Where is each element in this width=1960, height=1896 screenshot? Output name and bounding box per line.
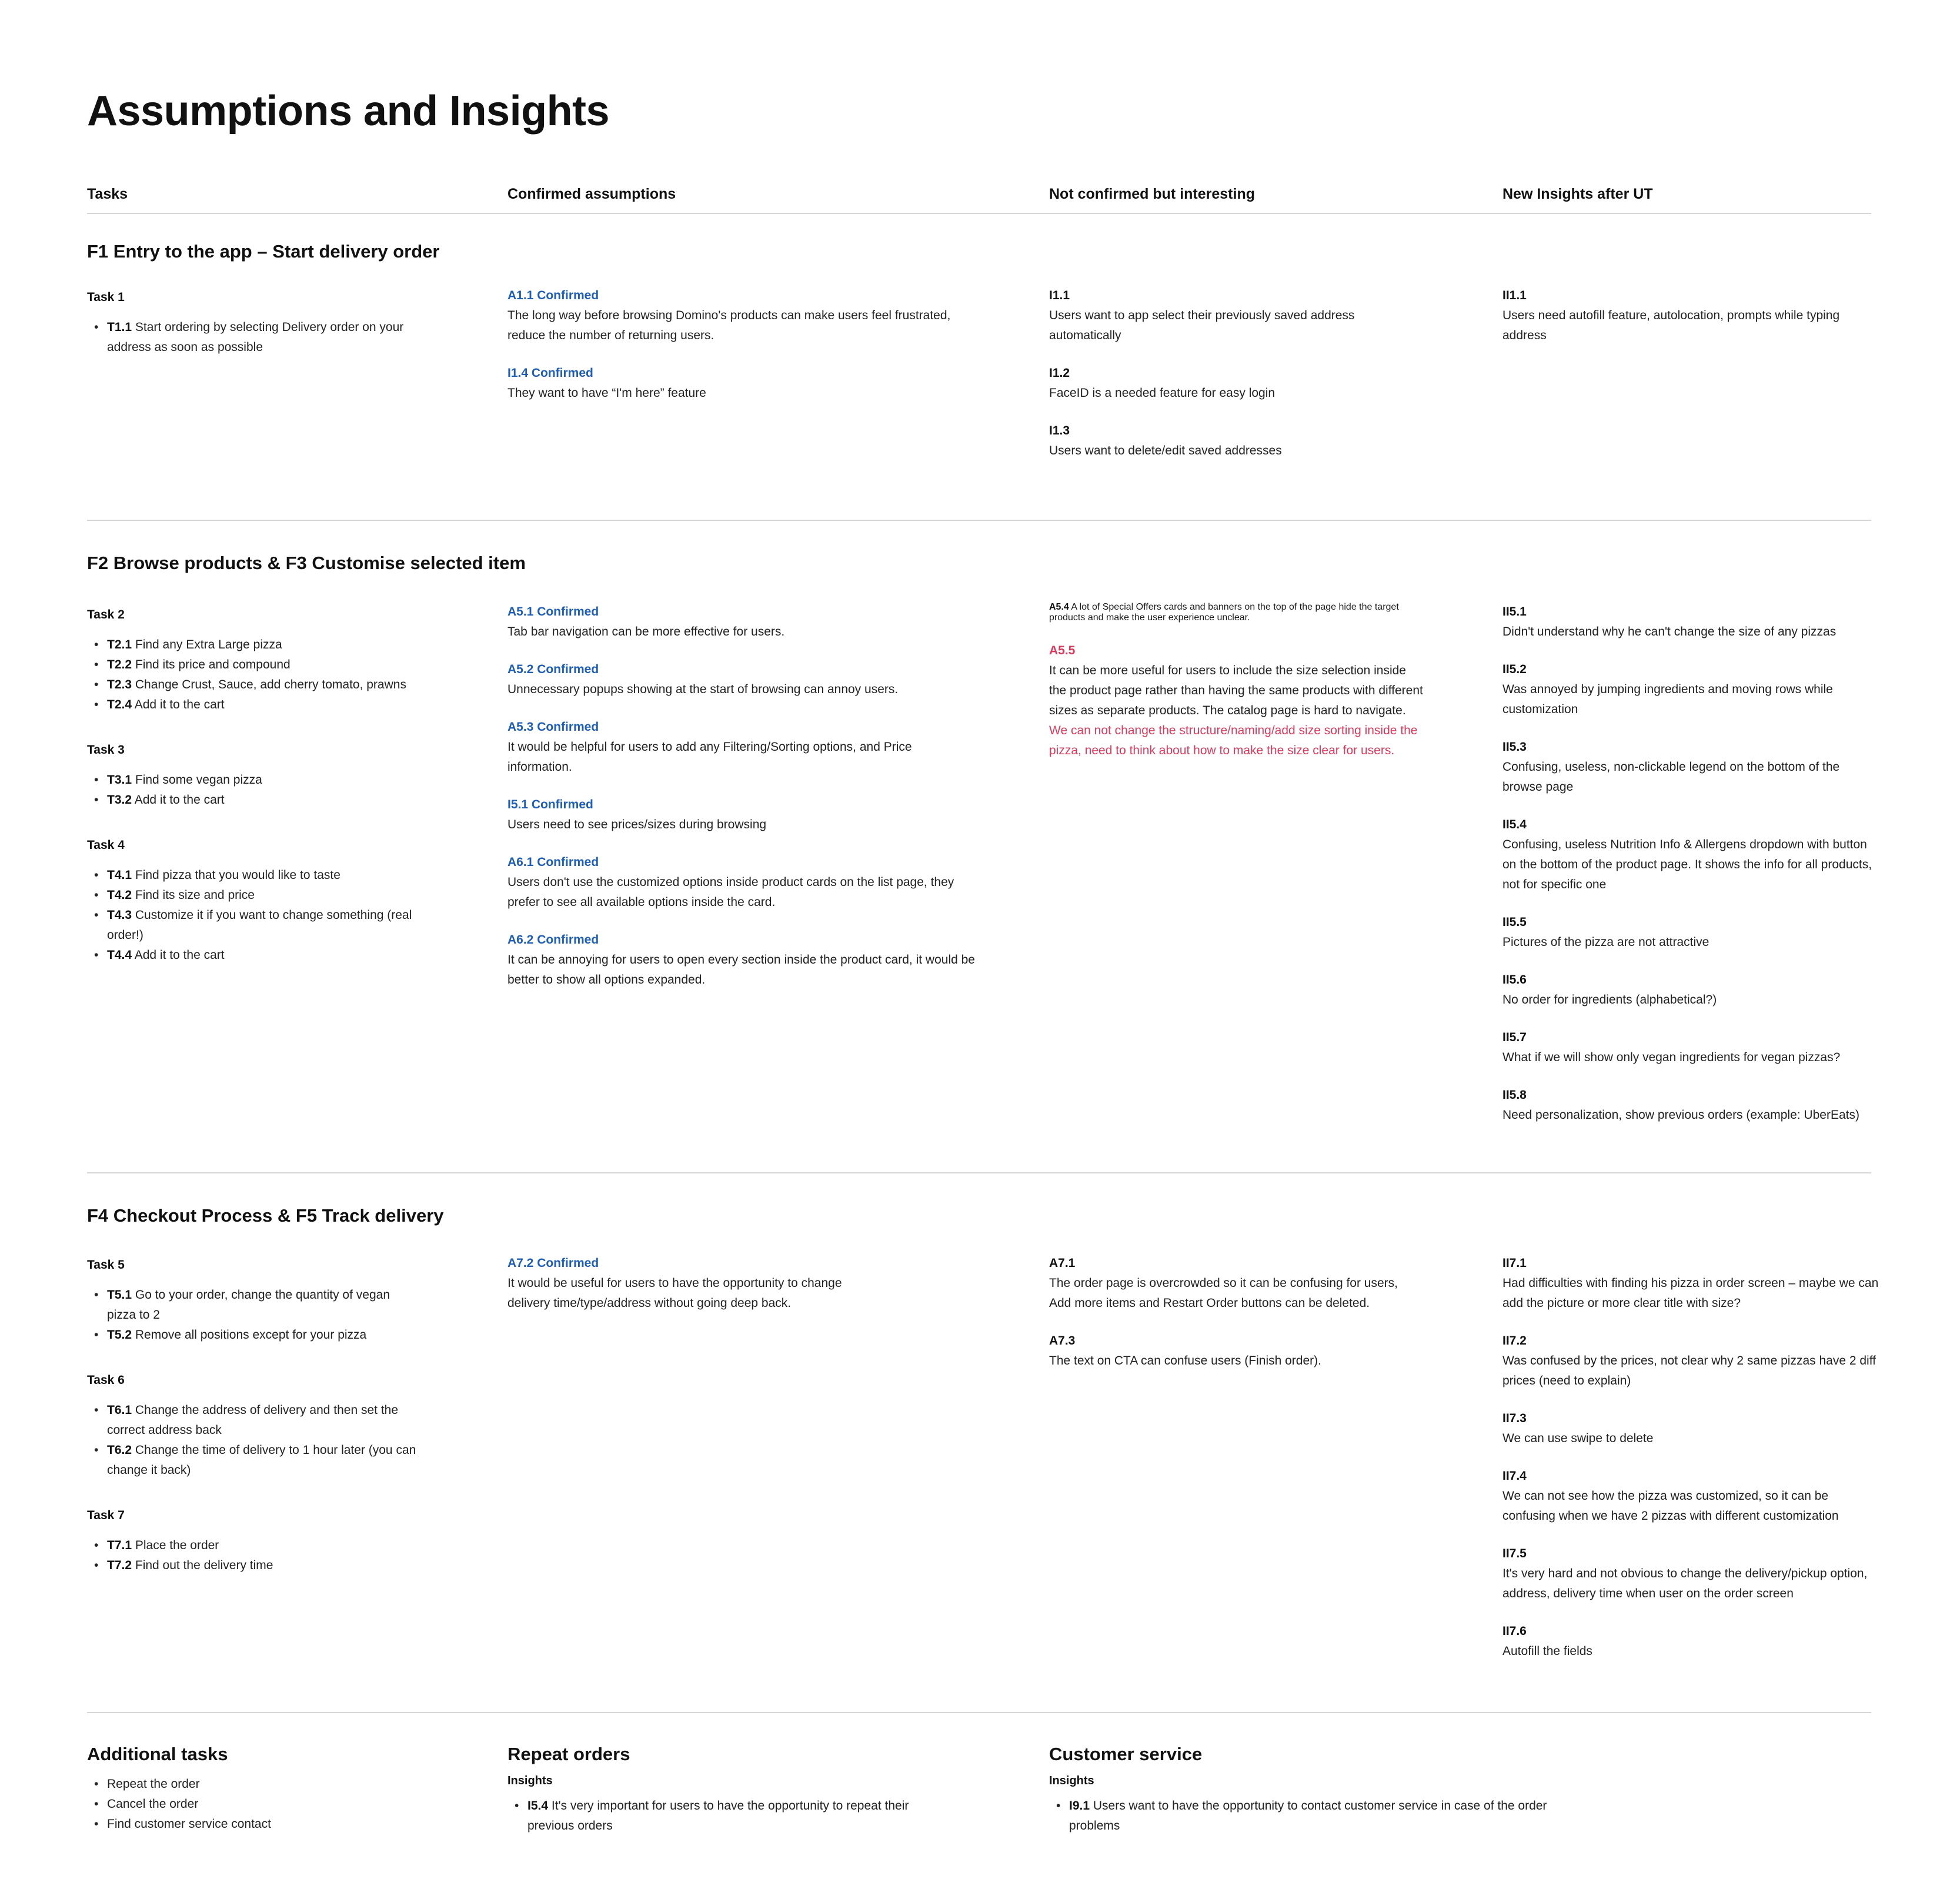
task-item: • T4.3 Customize it if you want to change something (real order!): [87, 905, 416, 945]
additional-tasks: [87, 1744, 416, 1834]
insight-item: II1.1 Users need autofill feature, autolocation, prompts while typing address: [1502, 289, 1840, 342]
task-item: • T4.1 Find pizza that you would like to taste: [87, 865, 416, 885]
f4-interesting: [1049, 1253, 1402, 1389]
task-list: [87, 1285, 416, 1345]
customer-service-list: [1049, 1796, 1555, 1836]
task-list: [87, 635, 416, 715]
task-list: [87, 1536, 416, 1576]
f1-confirmed: [507, 286, 978, 421]
insight-item: II7.6 Autofill the fields: [1502, 1624, 1592, 1658]
insight-item: II5.5 Pictures of the pizza are not attractive: [1502, 915, 1709, 949]
insight-item: II7.1 Had difficulties with finding his pizza in order screen – maybe we can add the picture or more clear title with size?: [1502, 1256, 1879, 1310]
task-item: • T1.1 Start ordering by selecting Delivery order on your address as soon as possible: [87, 317, 416, 357]
repeat-orders-list: [507, 1796, 954, 1836]
customer-service-subheading: Insights: [1049, 1774, 1094, 1787]
task-item: • T6.1 Change the address of delivery and then set the correct address back: [87, 1400, 416, 1440]
assumption-item: A6.2 Confirmed It can be annoying for users to open every section inside the product card, it would be better to show all options expanded.: [507, 933, 975, 987]
insight-item: II7.4 We can not see how the pizza was customized, so it can be confusing when we have 2 pizzas with different customization: [1502, 1469, 1839, 1523]
task-label: Task 6: [87, 1373, 125, 1387]
task-label: Task 7: [87, 1509, 125, 1522]
f4-insights: [1502, 1253, 1879, 1679]
additional-task-item: • Find customer service contact: [87, 1814, 416, 1834]
page-title: Assumptions and Insights: [87, 88, 610, 135]
additional-task-item: • Repeat the order: [87, 1774, 416, 1794]
customer-service: [1049, 1744, 1555, 1836]
interesting-item: A7.3 The text on CTA can confuse users (Finish order).: [1049, 1334, 1321, 1367]
f1-insights: [1502, 286, 1855, 363]
assumption-item: A6.1 Confirmed Users don't use the customized options inside product cards on the list page, they prefer to see all available options inside the card.: [507, 855, 954, 909]
task-item: • T3.1 Find some vegan pizza: [87, 770, 416, 790]
interesting-item-note: We can not change the structure/naming/add size sorting inside the pizza, need to think about how to make the size clear for users.: [1049, 724, 1418, 757]
assumption-item: A5.1 Confirmed Tab bar navigation can be more effective for users.: [507, 605, 785, 638]
insight-item: II5.2 Was annoyed by jumping ingredients and moving rows while customization: [1502, 663, 1833, 716]
interesting-item: I1.1 Users want to app select their previously saved address automatically: [1049, 289, 1355, 342]
section-divider: [87, 1172, 1871, 1173]
assumption-item: A7.2 Confirmed It would be useful for users to have the opportunity to change delivery time/type/address without going deep back.: [507, 1256, 842, 1310]
task-label: Task 2: [87, 608, 125, 621]
task-list: [87, 770, 416, 810]
task-item: • T5.1 Go to your order, change the quantity of vegan pizza to 2: [87, 1285, 416, 1325]
task-item: • T4.2 Find its size and price: [87, 885, 416, 905]
assumption-item: A5.2 Confirmed Unnecessary popups showing at the start of browsing can annoy users.: [507, 663, 899, 696]
insight-item: II7.2 Was confused by the prices, not clear why 2 same pizzas have 2 diff prices (need to explain): [1502, 1334, 1876, 1387]
f2-insights: [1502, 602, 1879, 1143]
interesting-item: A5.4 A lot of Special Offers cards and banners on the top of the page hide the target products and make the user experience unclear.: [1049, 602, 1399, 623]
repeat-orders-heading: Repeat orders: [507, 1744, 630, 1764]
task-item: • T6.2 Change the time of delivery to 1 hour later (you can change it back): [87, 1440, 416, 1480]
column-header-insights: New Insights after UT: [1502, 186, 1653, 202]
column-header-tasks: Tasks: [87, 186, 128, 202]
task-item: • T7.1 Place the order: [87, 1536, 416, 1556]
interesting-item: A5.5 It can be more useful for users to include the size selection inside the product page rather than having the same products with different sizes as separate products. The catalog page is hard to navigate. We can not change the structure/naming/add size sorting inside the pizza, need to think about how to make the size clear for users.: [1049, 641, 1425, 761]
f2-confirmed: [507, 602, 978, 1008]
insight-item: II5.6 No order for ingredients (alphabetical?): [1502, 973, 1717, 1006]
insight-item: II5.3 Confusing, useless, non-clickable legend on the bottom of the browse page: [1502, 740, 1840, 794]
interesting-item: I1.3 Users want to delete/edit saved addresses: [1049, 424, 1282, 457]
additional-tasks-heading: Additional tasks: [87, 1744, 228, 1764]
insight-item: II5.7 What if we will show only vegan ingredients for vegan pizzas?: [1502, 1031, 1841, 1064]
task-label: Task 4: [87, 838, 125, 852]
task-item: • T3.2 Add it to the cart: [87, 790, 416, 810]
insight-item: II7.3 We can use swipe to delete: [1502, 1412, 1654, 1445]
task-list: [87, 1400, 416, 1480]
task-label: Task 1: [87, 290, 125, 304]
f4-tasks: [87, 1258, 416, 1604]
insight-item: II5.4 Confusing, useless Nutrition Info & Allergens dropdown with button on the bottom of the product page. It shows the info for all products, not for specific one: [1502, 818, 1872, 891]
column-header-interesting: Not confirmed but interesting: [1049, 186, 1255, 202]
f1-interesting: [1049, 286, 1402, 479]
repeat-orders-item: • I5.4 It's very important for users to have the opportunity to repeat their previous orders: [507, 1796, 954, 1836]
column-header-confirmed: Confirmed assumptions: [507, 186, 676, 202]
header-divider: [87, 213, 1871, 214]
repeat-orders: [507, 1744, 954, 1836]
task-item: • T2.3 Change Crust, Sauce, add cherry tomato, prawns: [87, 675, 416, 695]
additional-task-list: [87, 1774, 416, 1834]
section-divider: [87, 1712, 1871, 1713]
section-heading-f4: F4 Checkout Process & F5 Track delivery: [87, 1205, 444, 1226]
task-item: • T2.4 Add it to the cart: [87, 695, 416, 715]
task-item: • T5.2 Remove all positions except for your pizza: [87, 1325, 416, 1345]
insight-item: II5.8 Need personalization, show previous orders (example: UberEats): [1502, 1088, 1859, 1122]
repeat-orders-subheading: Insights: [507, 1774, 553, 1787]
f2-interesting: [1049, 602, 1425, 778]
task-item: • T4.4 Add it to the cart: [87, 945, 416, 965]
task-list: [87, 317, 416, 357]
task-item: • T2.1 Find any Extra Large pizza: [87, 635, 416, 655]
section-heading-f1: F1 Entry to the app – Start delivery order: [87, 241, 440, 262]
section-heading-f2: F2 Browse products & F3 Customise selected item: [87, 553, 526, 573]
section-divider: [87, 520, 1871, 521]
assumption-item: I5.1 Confirmed Users need to see prices/sizes during browsing: [507, 798, 767, 831]
assumption-item: A1.1 Confirmed The long way before browsing Domino's products can make users feel frustrated, reduce the number of returning users.: [507, 289, 951, 342]
f2-tasks: [87, 608, 416, 994]
insight-item: II5.1 Didn't understand why he can't change the size of any pizzas: [1502, 605, 1837, 638]
task-label: Task 5: [87, 1258, 125, 1272]
customer-service-item: • I9.1 Users want to have the opportunity to contact customer service in case of the order problems: [1049, 1796, 1555, 1836]
task-item: • T7.2 Find out the delivery time: [87, 1556, 416, 1576]
insight-item: II7.5 It's very hard and not obvious to change the delivery/pickup option, address, delivery time when user on the order screen: [1502, 1547, 1868, 1600]
task-label: Task 3: [87, 743, 125, 757]
additional-task-item: • Cancel the order: [87, 1794, 416, 1814]
task-list: [87, 865, 416, 965]
task-item: • T2.2 Find its price and compound: [87, 655, 416, 675]
assumption-item: A5.3 Confirmed It would be helpful for users to add any Filtering/Sorting options, and Price information.: [507, 720, 912, 774]
f1-tasks: [87, 290, 416, 386]
assumption-item: I1.4 Confirmed They want to have “I'm here” feature: [507, 366, 706, 400]
f4-confirmed: [507, 1253, 884, 1331]
interesting-item: I1.2 FaceID is a needed feature for easy login: [1049, 366, 1275, 400]
interesting-item: A7.1 The order page is overcrowded so it can be confusing for users, Add more items and Restart Order buttons can be deleted.: [1049, 1256, 1398, 1310]
customer-service-heading: Customer service: [1049, 1744, 1203, 1764]
